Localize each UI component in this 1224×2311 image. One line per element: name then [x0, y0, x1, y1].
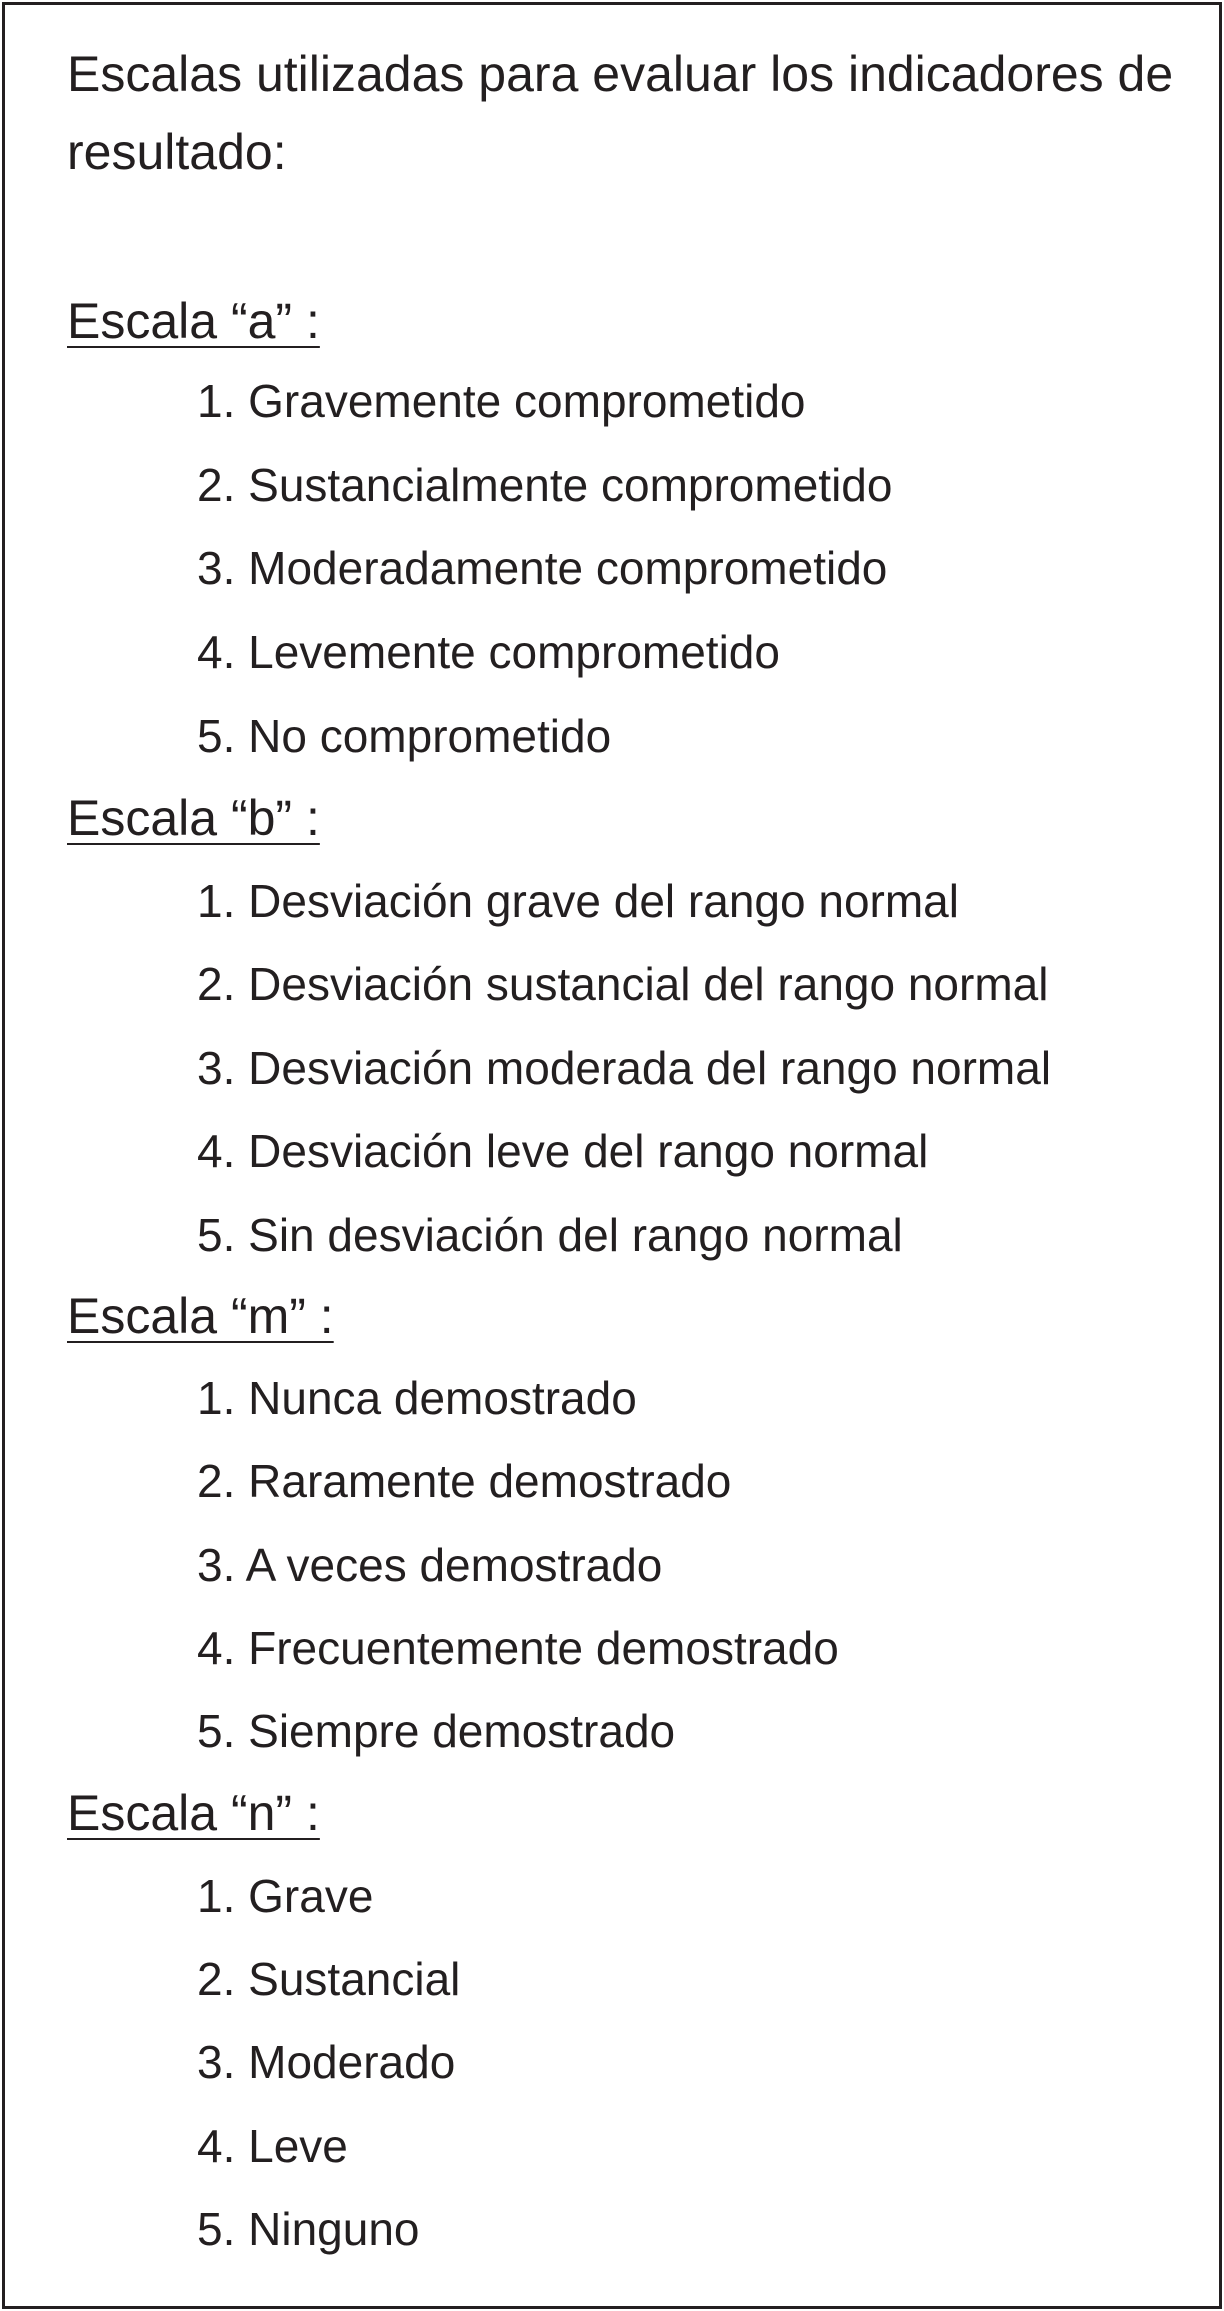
scale-a-item-4: 4. Levemente comprometido	[197, 626, 780, 678]
scale-n-heading: Escala “n” :	[67, 1785, 320, 1841]
scale-m-item-3: 3. A veces demostrado	[197, 1539, 663, 1591]
scale-a-item-5: 5. No comprometido	[197, 710, 612, 762]
scale-a-heading: Escala “a” :	[67, 293, 320, 349]
scale-b-item-3: 3. Desviación moderada del rango normal	[197, 1042, 1052, 1094]
scale-a-item-3: 3. Moderadamente comprometido	[197, 542, 888, 594]
scale-n-item-4: 4. Leve	[197, 2120, 348, 2172]
scale-m-item-5: 5. Siempre demostrado	[197, 1705, 676, 1757]
scale-m-item-2: 2. Raramente demostrado	[197, 1455, 732, 1507]
scale-b-heading: Escala “b” :	[67, 790, 320, 846]
scale-n-item-1: 1. Grave	[197, 1870, 374, 1922]
scale-n-item-3: 3. Moderado	[197, 2036, 456, 2088]
scale-m-item-1: 1. Nunca demostrado	[197, 1372, 637, 1424]
scale-n-item-5: 5. Ninguno	[197, 2203, 420, 2255]
scale-a-item-1: 1. Gravemente comprometido	[197, 375, 806, 427]
scale-b-item-2: 2. Desviación sustancial del rango normal	[197, 958, 1049, 1010]
intro-text: Escalas utilizadas para evaluar los indicadores de resultado:	[67, 46, 1174, 180]
scale-b-item-1: 1. Desviación grave del rango normal	[197, 875, 959, 927]
scale-b-item-5: 5. Sin desviación del rango normal	[197, 1209, 903, 1261]
scale-b-item-4: 4. Desviación leve del rango normal	[197, 1125, 929, 1177]
scale-m-item-4: 4. Frecuentemente demostrado	[197, 1622, 839, 1674]
scale-n-item-2: 2. Sustancial	[197, 1953, 461, 2005]
scale-a-item-2: 2. Sustancialmente comprometido	[197, 459, 893, 511]
scale-m-heading: Escala “m” :	[67, 1288, 334, 1344]
scales-box	[2, 2, 1222, 2309]
